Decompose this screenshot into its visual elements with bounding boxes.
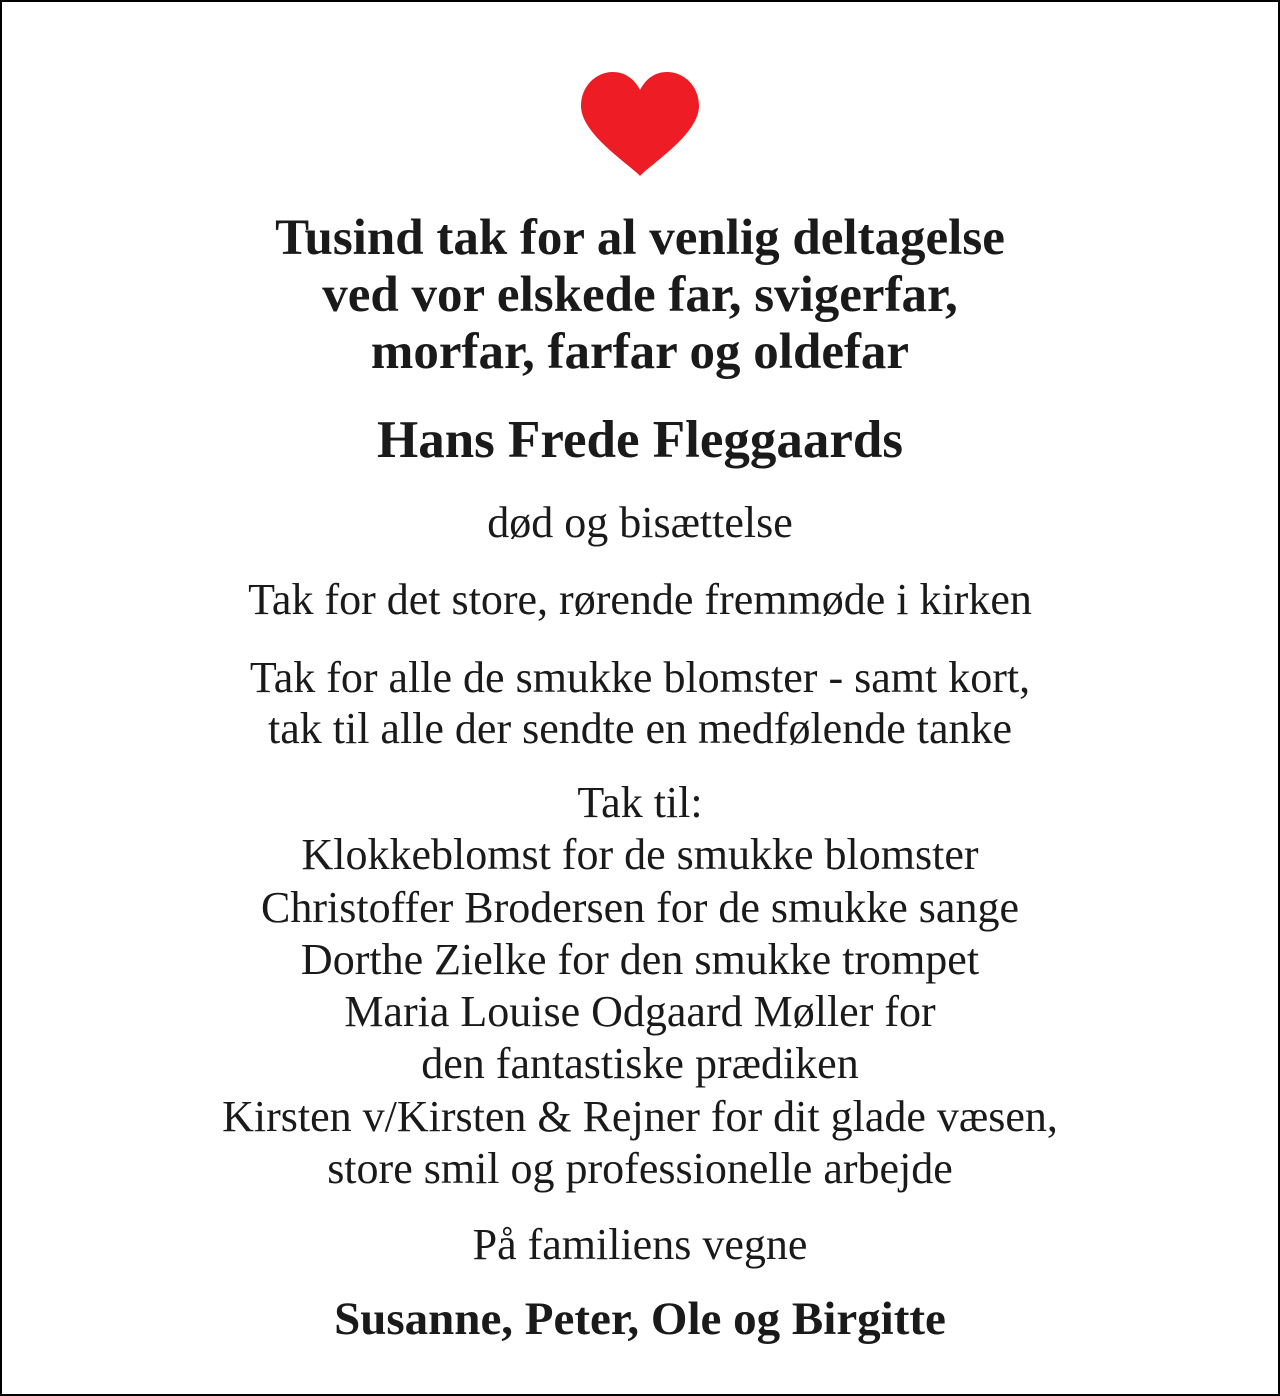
thanks-to-line: Maria Louise Odgaard Møller for	[344, 987, 936, 1037]
thanks-to-line: den fantastiske prædiken	[421, 1039, 859, 1089]
thanks-flowers-line-2: tak til alle der sendte en medfølende tanke	[267, 704, 1013, 753]
heading-line-2: ved vor elskede far, svigerfar,	[322, 267, 958, 323]
thanks-to-title: Tak til:	[577, 778, 703, 827]
heart-decoration	[2, 72, 1278, 176]
heading-line-1: Tusind tak for al venlig deltagelse	[275, 210, 1005, 266]
heading-line-3: morfar, farfar og oldefar	[370, 324, 910, 380]
heart-icon	[581, 72, 699, 176]
thanks-to-line: store smil og professionelle arbejde	[327, 1144, 953, 1194]
thanks-flowers-line-1: Tak for alle de smukke blomster - samt kort,	[249, 653, 1031, 702]
subtitle: død og bisættelse	[487, 498, 793, 547]
on-behalf-text: På familiens vegne	[472, 1220, 808, 1269]
deceased-name: Hans Frede Fleggaards	[376, 411, 904, 469]
thanks-flowers	[2, 652, 1278, 754]
signers: Susanne, Peter, Ole og Birgitte	[334, 1293, 946, 1345]
thanks-to-list	[2, 777, 1278, 1195]
thanks-church: Tak for det store, rørende fremmøde i kirken	[248, 575, 1032, 624]
thanks-to-line: Dorthe Zielke for den smukke trompet	[300, 934, 980, 984]
notice-heading	[2, 210, 1278, 381]
thanks-to-line: Kirsten v/Kirsten & Rejner for dit glade væsen,	[222, 1091, 1058, 1141]
thanks-to-line: Christoffer Brodersen for de smukke sange	[261, 882, 1019, 932]
thanks-to-line: Klokkeblomst for de smukke blomster	[301, 830, 979, 880]
